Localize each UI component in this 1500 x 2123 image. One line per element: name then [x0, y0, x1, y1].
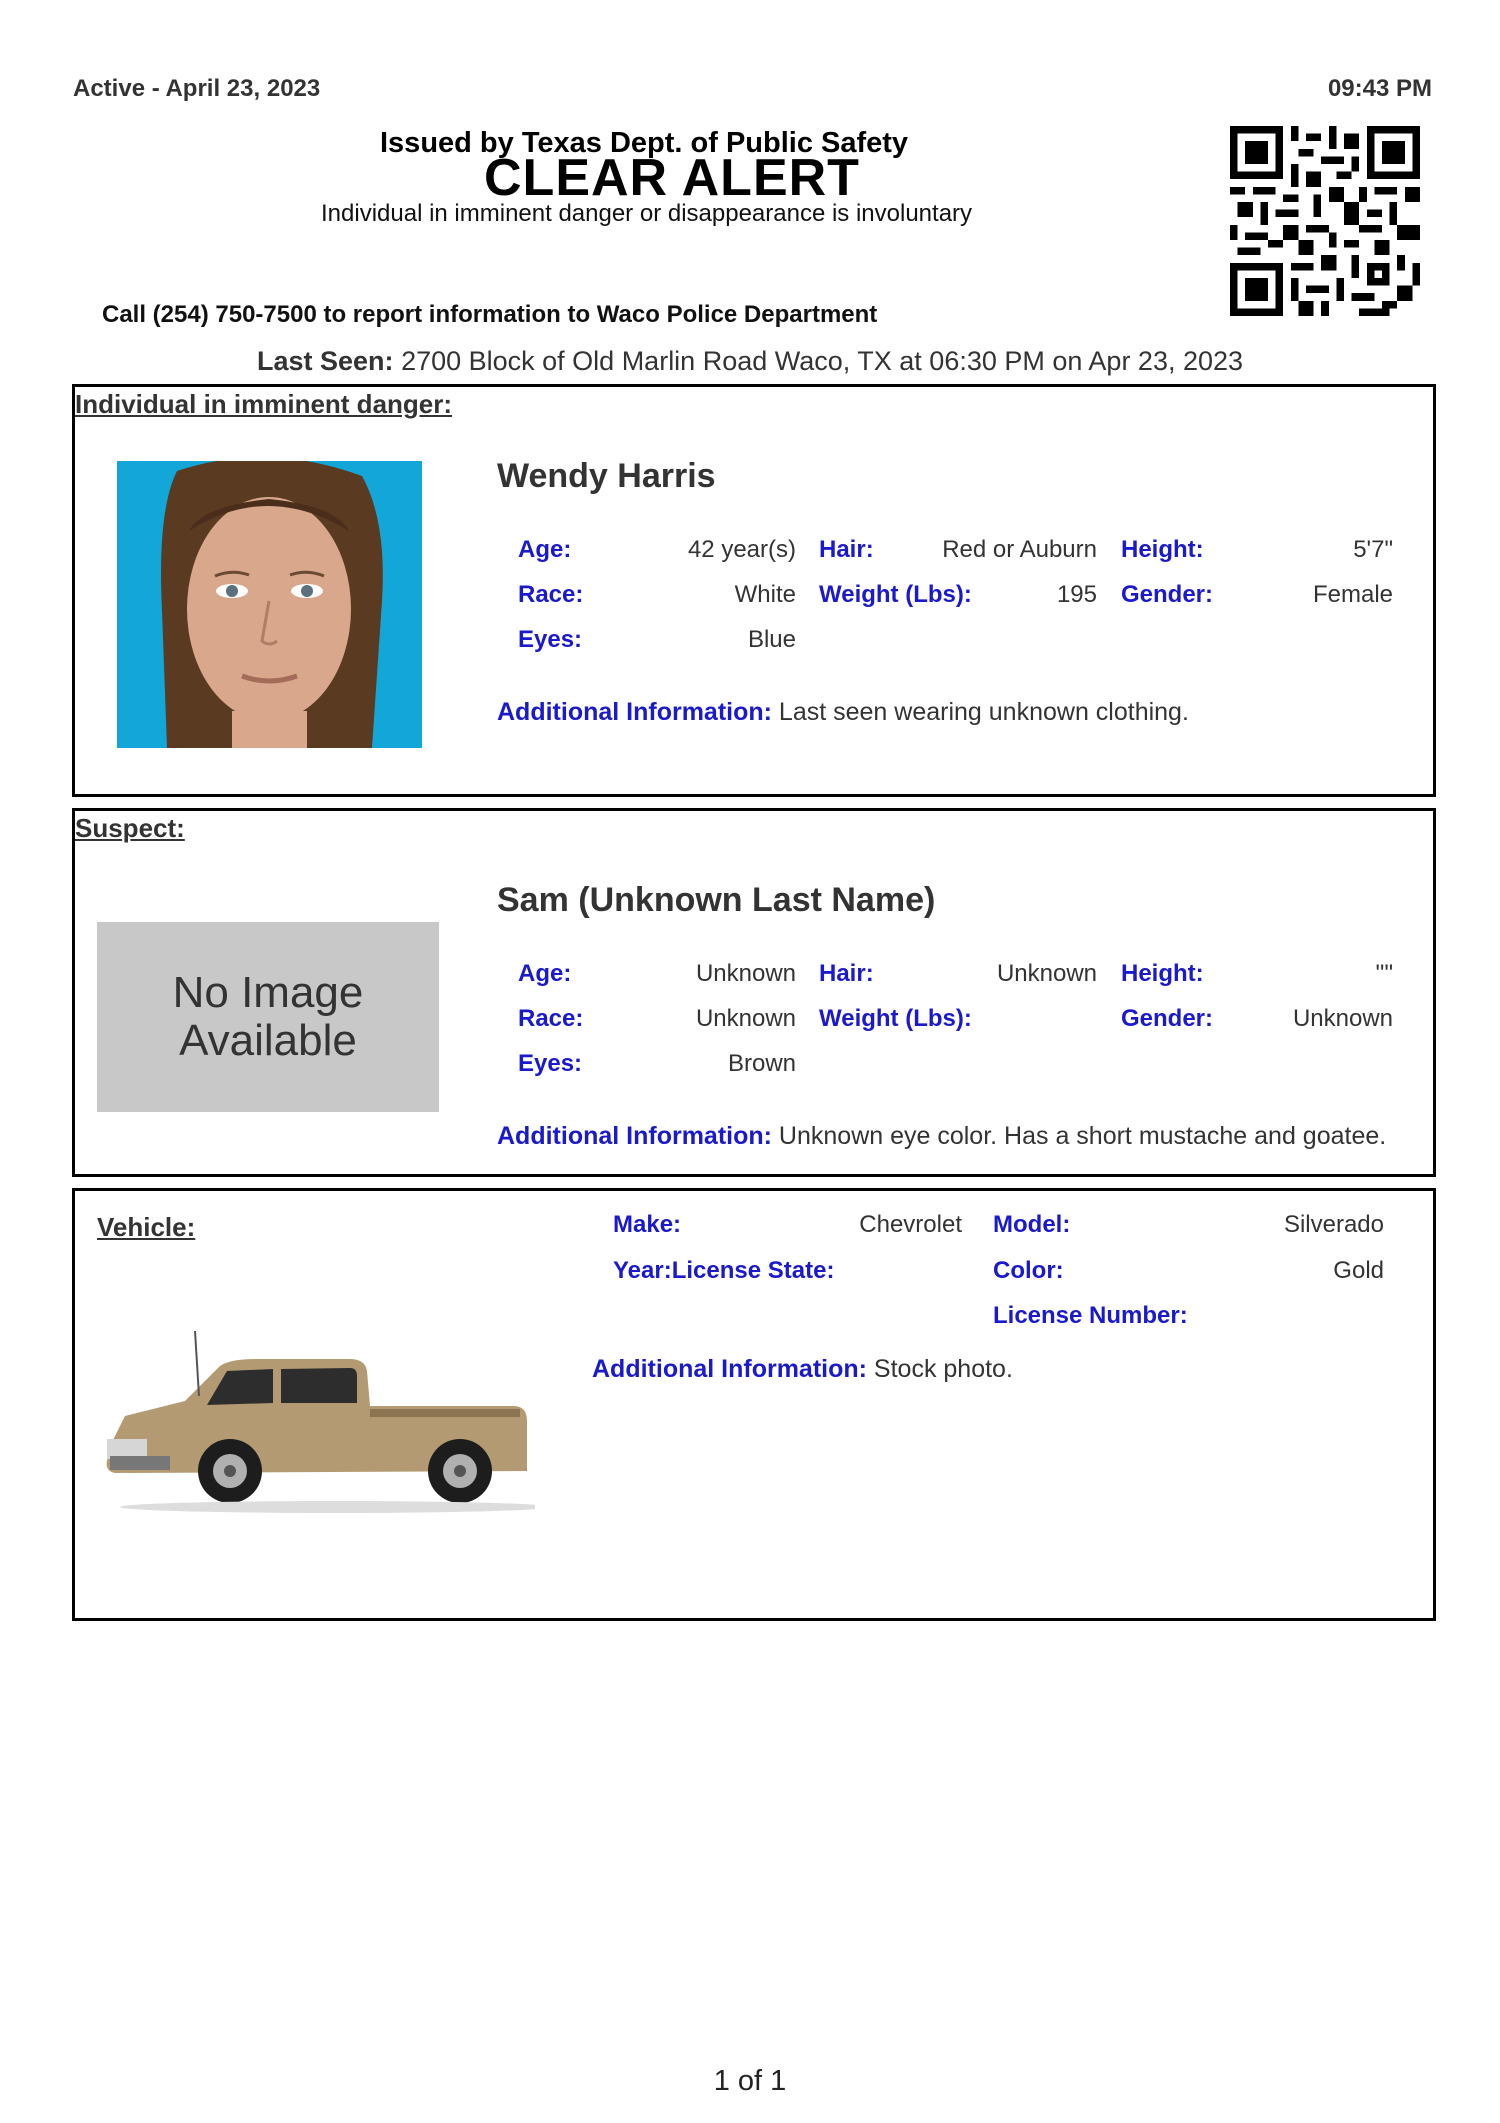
- vehicle-additional-info: [592, 1355, 1013, 1384]
- victim-additional-label: Additional Information:: [497, 698, 772, 726]
- victim-hair-label: Hair:: [819, 536, 874, 563]
- victim-hair: Red or Auburn: [942, 536, 1097, 563]
- vehicle-photo: [95, 1321, 535, 1521]
- vehicle-color: Gold: [1333, 1257, 1384, 1284]
- suspect-age-label: Age:: [518, 960, 572, 987]
- victim-eyes-label: Eyes:: [518, 626, 583, 653]
- victim-photo: [117, 461, 422, 748]
- report-call: Call (254) 750-7500 to report information to Waco Police Department: [102, 301, 878, 328]
- vehicle-additional-label: Additional Information:: [592, 1355, 867, 1383]
- vehicle-additional-text: Stock photo.: [873, 1355, 1013, 1383]
- victim-eyes: Blue: [747, 626, 796, 653]
- vehicle-section-label: Vehicle:: [97, 1212, 196, 1242]
- suspect-age: Unknown: [695, 960, 796, 987]
- vehicle-make: Chevrolet: [859, 1211, 962, 1238]
- suspect-name: Sam (Unknown Last Name): [497, 881, 936, 919]
- alert-subtitle: Individual in imminent danger or disappearance is involuntary: [321, 200, 973, 227]
- suspect-height-label: Height:: [1121, 960, 1204, 987]
- victim-height: 5'7": [1353, 536, 1393, 563]
- page-title: CLEAR ALERT: [484, 149, 860, 207]
- victim-weight: 195: [1056, 581, 1097, 608]
- suspect-hair-label: Hair:: [819, 960, 874, 987]
- suspect-weight-label: Weight (Lbs):: [819, 1005, 972, 1032]
- vehicle-make-label: Make:: [613, 1211, 682, 1238]
- vehicle-section: [72, 1188, 1436, 1621]
- suspect-gender-label: Gender:: [1121, 1005, 1214, 1032]
- alert-status: Active - April 23, 2023: [73, 75, 321, 102]
- page-number: 1 of 1: [713, 2065, 787, 2097]
- issuer: Issued by Texas Dept. of Public Safety: [380, 127, 909, 159]
- victim-race: White: [734, 581, 796, 608]
- suspect-race: Unknown: [695, 1005, 796, 1032]
- suspect-additional-label: Additional Information:: [497, 1122, 772, 1150]
- vehicle-license-label: License Number:: [993, 1302, 1188, 1329]
- vehicle-year-state-label: Year:License State:: [613, 1257, 835, 1284]
- suspect-section: [72, 808, 1436, 1177]
- suspect-section-label: Suspect:: [75, 813, 185, 843]
- victim-name: Wendy Harris: [497, 457, 716, 495]
- suspect-eyes-label: Eyes:: [518, 1050, 583, 1077]
- victim-age: 42 year(s): [687, 536, 796, 563]
- victim-height-label: Height:: [1121, 536, 1204, 563]
- victim-additional-info: [497, 698, 1189, 727]
- last-seen-value: 2700 Block of Old Marlin Road Waco, TX at 06:30 PM on Apr 23, 2023: [401, 346, 1244, 376]
- suspect-race-label: Race:: [518, 1005, 584, 1032]
- suspect-additional-info: [497, 1122, 1386, 1151]
- victim-gender-label: Gender:: [1121, 581, 1214, 608]
- victim-weight-label: Weight (Lbs):: [819, 581, 972, 608]
- suspect-eyes: Brown: [727, 1050, 796, 1077]
- victim-section: [72, 384, 1436, 797]
- last-seen: [257, 346, 1243, 377]
- vehicle-color-label: Color:: [993, 1257, 1064, 1284]
- vehicle-model-label: Model:: [993, 1211, 1071, 1238]
- vehicle-model: Silverado: [1283, 1211, 1384, 1238]
- last-seen-label: Last Seen:: [257, 346, 394, 376]
- victim-additional-text: Last seen wearing unknown clothing.: [778, 698, 1189, 726]
- victim-race-label: Race:: [518, 581, 584, 608]
- victim-age-label: Age:: [518, 536, 572, 563]
- alert-time: 09:43 PM: [1327, 75, 1432, 102]
- suspect-gender: Unknown: [1292, 1005, 1393, 1032]
- suspect-no-image: No Image Available: [97, 922, 439, 1112]
- suspect-additional-text: Unknown eye color. Has a short mustache and goatee.: [778, 1122, 1387, 1150]
- victim-section-label: Individual in imminent danger:: [75, 389, 453, 419]
- suspect-height: ''": [1375, 960, 1393, 987]
- victim-gender: Female: [1312, 581, 1393, 608]
- qr-code-icon[interactable]: [1230, 126, 1420, 316]
- suspect-hair: Unknown: [996, 960, 1097, 987]
